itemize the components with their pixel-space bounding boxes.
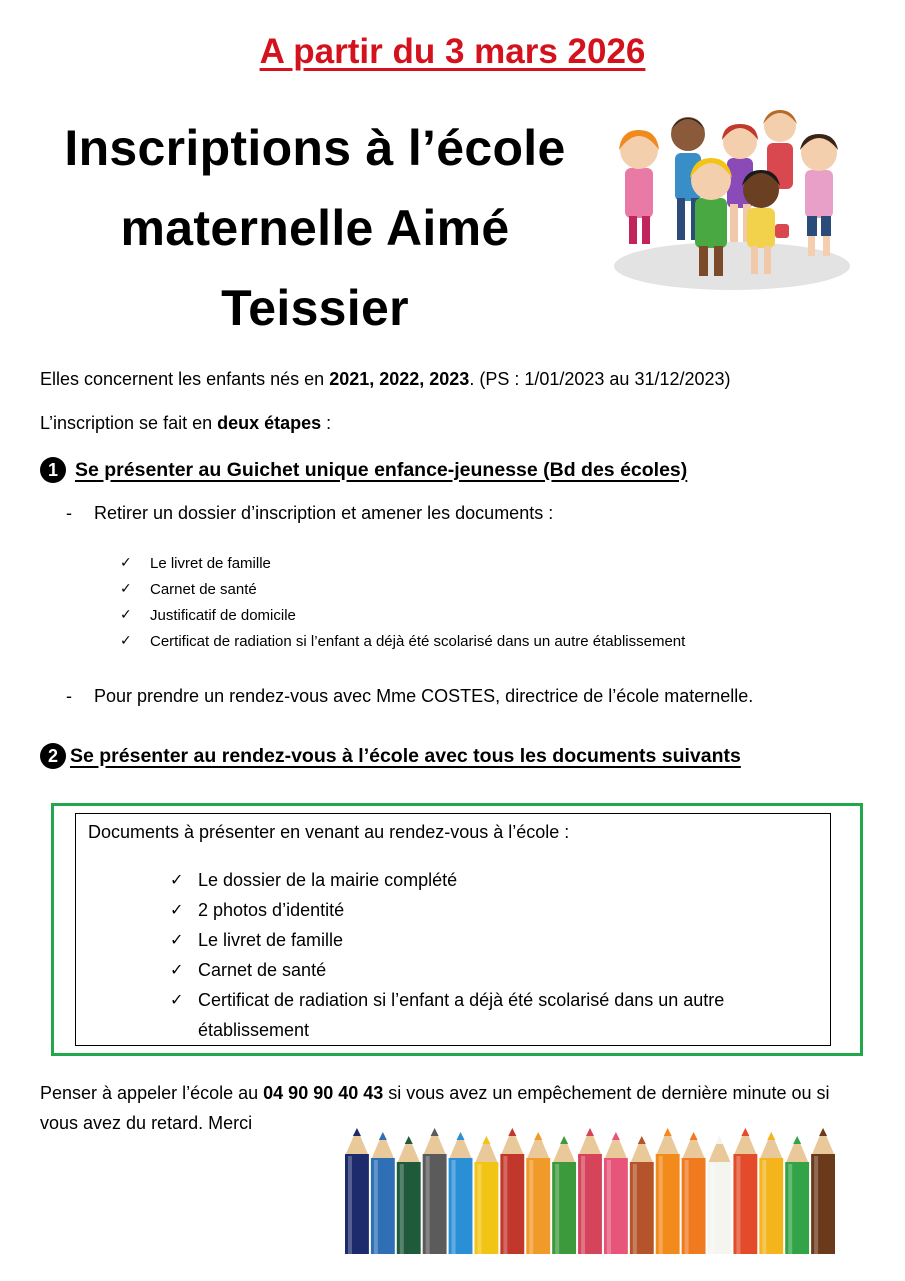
- dash-bullet: -: [66, 686, 72, 706]
- checkmark-icon: ✓: [120, 581, 132, 597]
- pencil: [630, 1136, 654, 1254]
- step-1-action-text: Retirer un dossier d’inscription et amener les documents :: [94, 503, 554, 523]
- list-item: ✓ 2 photos d’identité: [170, 895, 800, 925]
- checkmark-icon: ✓: [170, 870, 184, 889]
- page-title: Inscriptions à l’école maternelle Aimé Teissier: [64, 120, 566, 336]
- pencil: [474, 1136, 498, 1254]
- list-item: ✓ Justificatif de domicile: [120, 606, 296, 624]
- list-item: ✓ Certificat de radiation si l’enfant a déjà été scolarisé dans un autre établissement: [120, 632, 686, 650]
- list-item: ✓ Le livret de famille: [120, 554, 271, 572]
- checkmark-icon: ✓: [120, 633, 132, 649]
- pencil: [759, 1132, 783, 1254]
- phone-number: 04 90 90 40 43: [263, 1083, 384, 1103]
- colored-pencils-illustration: [344, 1120, 836, 1254]
- date-heading: A partir du 3 mars 2026: [259, 32, 646, 71]
- checkmark-icon: ✓: [120, 607, 132, 623]
- step-1-action-retrieve: [66, 503, 553, 524]
- pencil: [397, 1136, 421, 1254]
- pencil: [423, 1128, 447, 1254]
- step-2-title: Se présenter au rendez-vous à l’école avec tous les documents suivants: [70, 744, 741, 767]
- documents-box-list: [170, 865, 800, 1045]
- pencil: [682, 1132, 706, 1254]
- step-1-action-appointment: [66, 686, 753, 707]
- step-2-heading: [40, 743, 741, 769]
- pencil: [733, 1128, 757, 1254]
- step-1-title: Se présenter au Guichet unique enfance-jeunesse (Bd des écoles): [75, 458, 688, 481]
- pencil: [708, 1136, 732, 1254]
- list-item: ✓ Carnet de santé: [170, 955, 800, 985]
- footer-note: Penser à appeler l’école au 04 90 90 40 43 si vous avez un empêchement de dernière minute ou si vous avez du retard. Merci: [40, 1083, 830, 1133]
- child-figure: [619, 130, 659, 244]
- checkmark-icon: ✓: [120, 555, 132, 571]
- checkmark-icon: ✓: [170, 960, 184, 979]
- dash-bullet: -: [66, 503, 72, 523]
- step-1-document-list: [120, 550, 685, 654]
- pencil: [345, 1128, 369, 1254]
- number-badge-1: 1: [40, 457, 66, 483]
- documents-box-intro: Documents à présenter en venant au rendez-vous à l’école :: [88, 822, 570, 842]
- pencil: [578, 1128, 602, 1254]
- child-figure: [800, 134, 838, 256]
- intro-paragraph-birth-years: Elles concernent les enfants nés en 2021, 2022, 2023. (PS : 1/01/2023 au 31/12/2023): [40, 369, 731, 389]
- pencil: [656, 1128, 680, 1254]
- list-item: ✓ Certificat de radiation si l’enfant a déjà été scolarisé dans un autre établissement: [170, 985, 800, 1045]
- pencil: [449, 1132, 473, 1254]
- checkmark-icon: ✓: [170, 990, 184, 1009]
- pencil: [785, 1136, 809, 1254]
- step-1-action-text: Pour prendre un rendez-vous avec Mme COSTES, directrice de l’école maternelle.: [94, 686, 754, 706]
- list-item: ✓ Carnet de santé: [120, 580, 257, 598]
- children-group-illustration: [607, 98, 857, 296]
- list-item: ✓ Le dossier de la mairie complété: [170, 865, 800, 895]
- checkmark-icon: ✓: [170, 900, 184, 919]
- pencil: [604, 1132, 628, 1254]
- pencil: [552, 1136, 576, 1254]
- pencil: [500, 1128, 524, 1254]
- number-badge-2: 2: [40, 743, 66, 769]
- checkmark-icon: ✓: [170, 930, 184, 949]
- pencil: [811, 1128, 835, 1254]
- intro-paragraph-steps: L’inscription se fait en deux étapes :: [40, 413, 332, 433]
- pencil: [371, 1132, 395, 1254]
- pencil: [526, 1132, 550, 1254]
- list-item: ✓ Le livret de famille: [170, 925, 800, 955]
- step-1-heading: [40, 457, 687, 483]
